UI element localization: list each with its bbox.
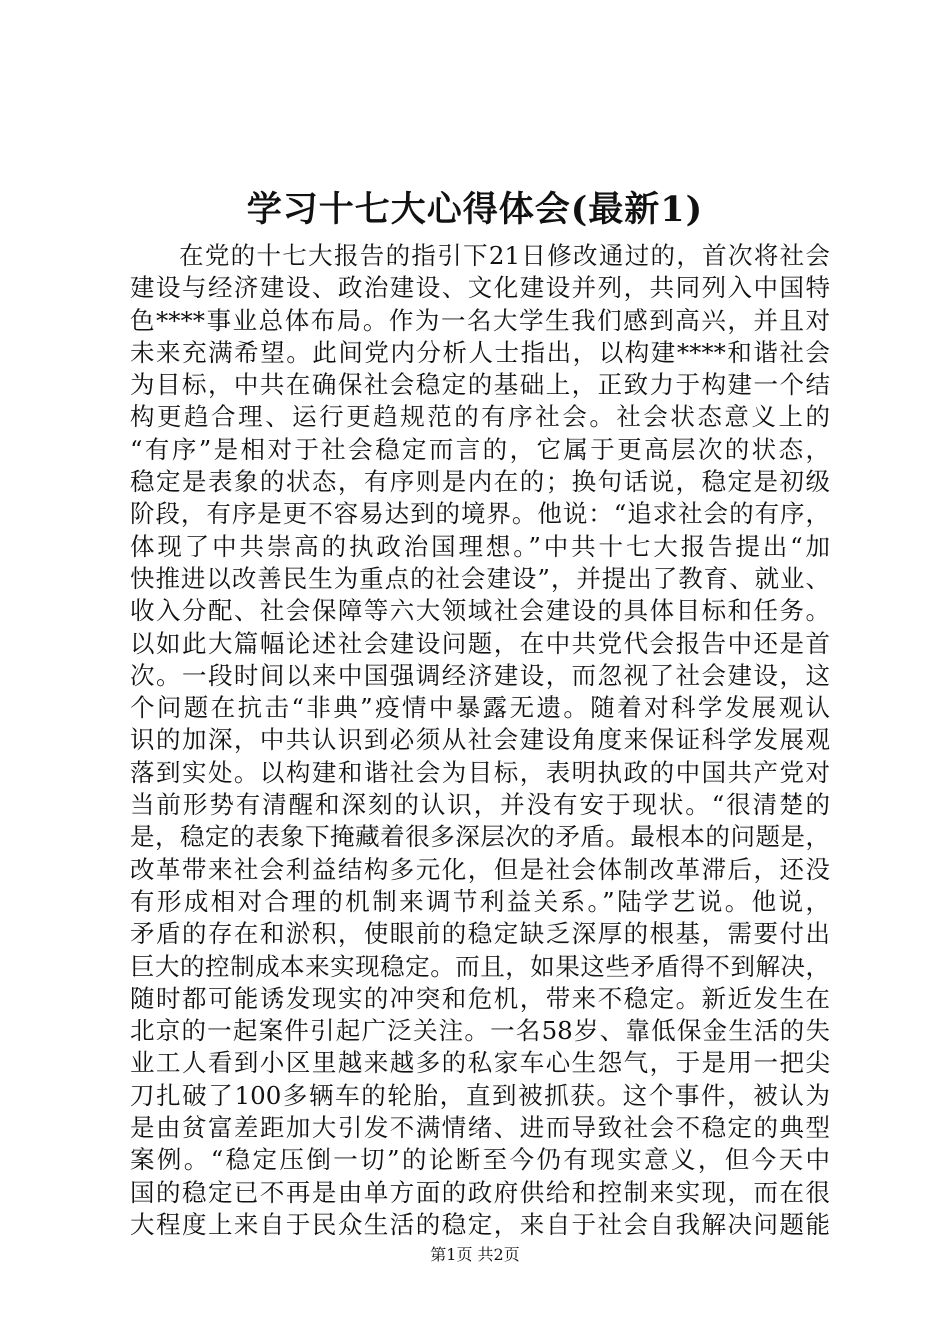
body-line: 以如此大篇幅论述社会建设问题，在中共党代会报告中还是首 [130,628,830,658]
body-line: 随时都可能诱发现实的冲突和危机，带来不稳定。新近发生在 [130,983,830,1013]
body-line: 改革带来社会利益结构多元化，但是社会体制改革滞后，还没 [130,854,830,884]
body-line: 阶段，有序是更不容易达到的境界。他说：“追求社会的有序， [130,499,830,529]
document-body [130,240,830,1241]
body-line: 未来充满希望。此间党内分析人士指出，以构建****和谐社会 [130,337,830,367]
body-line: 巨大的控制成本来实现稳定。而且，如果这些矛盾得不到解决， [130,951,830,981]
document-title: 学习十七大心得体会(最新1) [246,189,704,230]
body-line: 大程度上来自于民众生活的稳定，来自于社会自我解决问题能 [130,1209,830,1239]
body-line: 构更趋合理、运行更趋规范的有序社会。社会状态意义上的 [130,402,830,432]
body-line: 当前形势有清醒和深刻的认识，并没有安于现状。“很清楚的 [130,790,830,820]
body-line: 稳定是表象的状态，有序则是内在的；换句话说，稳定是初级 [130,467,830,497]
body-line: 矛盾的存在和淤积，使眼前的稳定缺乏深厚的根基，需要付出 [130,919,830,949]
body-line: 是由贫富差距加大引发不满情绪、进而导致社会不稳定的典型 [130,1113,830,1143]
body-line: “有序”是相对于社会稳定而言的，它属于更高层次的状态， [130,434,830,464]
body-line: 识的加深，中共认识到必须从社会建设角度来保证科学发展观 [130,725,830,755]
body-line: 在党的十七大报告的指引下21日修改通过的，首次将社会 [179,241,830,270]
body-line: 北京的一起案件引起广泛关注。一名58岁、靠低保金生活的失 [130,1016,830,1046]
body-line: 有形成相对合理的机制来调节利益关系。”陆学艺说。他说， [130,886,830,916]
body-line: 快推进以改善民生为重点的社会建设”，并提出了教育、就业、 [130,563,830,593]
body-line: 个问题在抗击“非典”疫情中暴露无遗。随着对科学发展观认 [130,693,830,723]
page-number: 第1页 共2页 [430,1245,520,1264]
body-line: 案例。“稳定压倒一切”的论断至今仍有现实意义，但今天中 [130,1145,830,1175]
body-line: 业工人看到小区里越来越多的私家车心生怨气，于是用一把尖 [130,1048,830,1078]
body-line: 收入分配、社会保障等六大领域社会建设的具体目标和任务。 [130,596,830,626]
body-line: 次。一段时间以来中国强调经济建设，而忽视了社会建设，这 [130,660,830,690]
body-line: 刀扎破了100多辆车的轮胎，直到被抓获。这个事件，被认为 [130,1080,830,1110]
body-line: 是，稳定的表象下掩藏着很多深层次的矛盾。最根本的问题是， [130,822,830,852]
body-line: 为目标，中共在确保社会稳定的基础上，正致力于构建一个结 [130,370,830,400]
body-line: 建设与经济建设、政治建设、文化建设并列，共同列入中国特 [130,273,830,303]
body-line: 体现了中共崇高的执政治国理想。”中共十七大报告提出“加 [130,531,830,561]
body-line: 色****事业总体布局。作为一名大学生我们感到高兴，并且对 [130,305,830,335]
page-footer [0,1245,950,1265]
body-line: 落到实处。以构建和谐社会为目标，表明执政的中国共产党对 [130,757,830,787]
body-line: 国的稳定已不再是由单方面的政府供给和控制来实现，而在很 [130,1177,830,1207]
